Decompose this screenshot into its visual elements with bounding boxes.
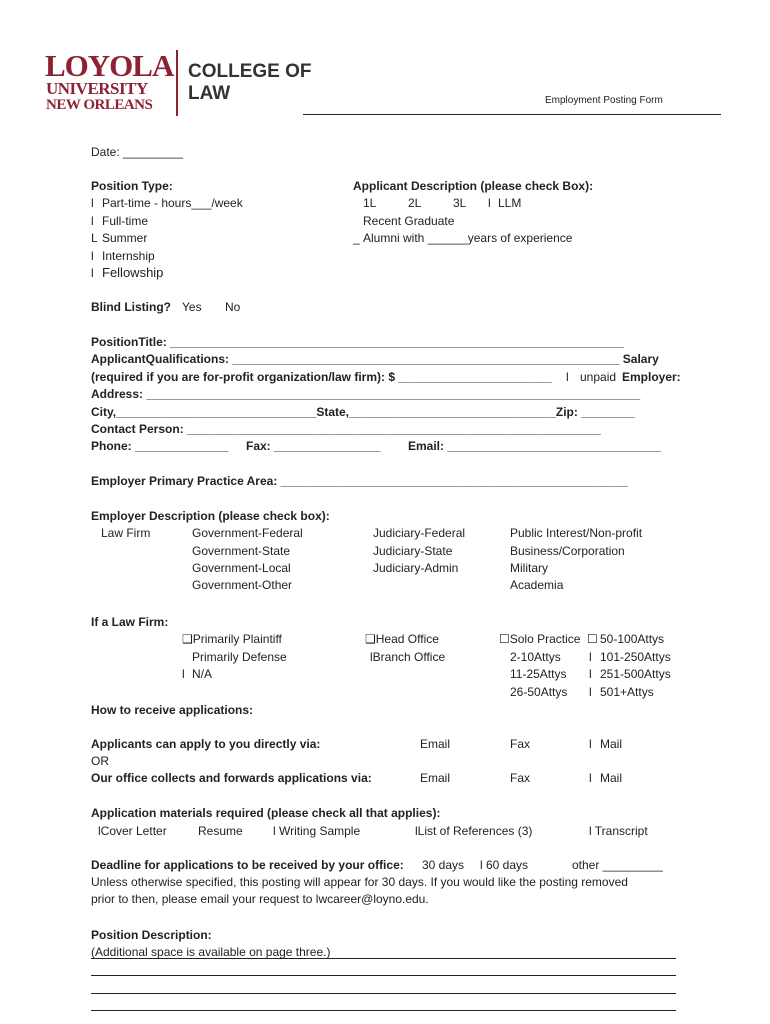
city-state-zip-field[interactable]: City,______________________________State,_______________________________Zip: ________ [91, 405, 635, 419]
checkbox-full-time[interactable]: l [91, 214, 94, 228]
option-1l[interactable]: 1L [363, 196, 377, 210]
deadline-label: Deadline for applications to be received by your office: [91, 858, 404, 872]
option-head-office[interactable]: ❑Head Office [365, 632, 439, 646]
position-type-heading: Position Type: [91, 179, 173, 193]
option-references[interactable]: lList of References (3) [415, 824, 533, 838]
option-law-firm[interactable]: Law Firm [101, 526, 151, 540]
applicant-description-heading: Applicant Description (please check Box): [353, 179, 594, 193]
description-line-1[interactable] [91, 958, 676, 959]
option-summer: Summer [102, 231, 148, 245]
option-fellowship: Fellowship [102, 265, 164, 280]
option-llm: LLM [498, 196, 522, 210]
option-recent-graduate[interactable]: Recent Graduate [363, 214, 455, 228]
employer-description-heading: Employer Description (please check box): [91, 509, 330, 523]
checkbox-part-time[interactable]: l [91, 196, 94, 210]
checkbox-unpaid[interactable]: l [566, 370, 569, 384]
option-501-plus-attys: 501+Attys [600, 685, 654, 699]
logo-law: LAW [188, 83, 231, 104]
option-101-250-attys: 101-250Attys [600, 650, 671, 664]
office-forwards-label: Our office collects and forwards applications via: [91, 771, 372, 785]
option-2l[interactable]: 2L [408, 196, 422, 210]
fax-field[interactable]: Fax: ________________ [246, 439, 381, 453]
option-transcript[interactable]: l Transcript [589, 824, 648, 838]
option-primarily-defense[interactable]: Primarily Defense [192, 650, 287, 664]
description-line-4[interactable] [91, 1010, 676, 1011]
option-full-time: Full-time [102, 214, 149, 228]
applicant-qualifications-field[interactable]: ApplicantQualifications: __________________________________________________________ Salary [91, 352, 659, 366]
position-description-heading: Position Description: [91, 928, 212, 942]
option-primarily-plaintiff[interactable]: ❑Primarily Plaintiff [182, 632, 282, 646]
option-government-local[interactable]: Government-Local [192, 561, 291, 575]
office-mail-checkbox[interactable]: l [589, 771, 592, 785]
office-fax-option[interactable]: Fax [510, 771, 531, 785]
option-business[interactable]: Business/Corporation [510, 544, 625, 558]
logo-university: UNIVERSITY [46, 79, 148, 98]
apply-directly-label: Applicants can apply to you directly via: [91, 737, 321, 751]
checkbox-internship[interactable]: l [91, 249, 94, 263]
option-judiciary-admin[interactable]: Judiciary-Admin [373, 561, 459, 575]
office-mail-option: Mail [600, 771, 623, 785]
email-field[interactable]: Email: ________________________________ [408, 439, 661, 453]
date-field[interactable]: Date: _________ [91, 145, 184, 159]
option-3l[interactable]: 3L [453, 196, 467, 210]
position-title-field[interactable]: PositionTitle: ____________________________________________________________________ [91, 335, 624, 349]
materials-heading: Application materials required (please check all that applies): [91, 806, 441, 820]
checkbox-101-250[interactable]: l [589, 650, 592, 664]
option-writing-sample[interactable]: l Writing Sample [273, 824, 361, 838]
option-public-interest[interactable]: Public Interest/Non-profit [510, 526, 643, 540]
option-50-100-attys: 50-100Attys [600, 632, 665, 646]
direct-mail-checkbox[interactable]: l [589, 737, 592, 751]
option-military[interactable]: Military [510, 561, 548, 575]
option-government-other[interactable]: Government-Other [192, 578, 293, 592]
option-judiciary-federal[interactable]: Judiciary-Federal [373, 526, 466, 540]
option-11-25-attys[interactable]: 11-25Attys [510, 667, 567, 681]
description-line-3[interactable] [91, 993, 676, 994]
option-solo-practice[interactable]: ☐Solo Practice [499, 632, 581, 646]
direct-mail-option: Mail [600, 737, 623, 751]
description-line-2[interactable] [91, 975, 676, 976]
logo-college-of: COLLEGE OF [188, 61, 312, 82]
checkbox-50-100[interactable]: ☐ [587, 632, 598, 646]
option-na: N/A [192, 667, 213, 681]
unpaid-label: unpaid [580, 370, 617, 384]
checkbox-summer[interactable]: L [91, 231, 98, 245]
checkbox-na[interactable]: l [182, 667, 185, 681]
direct-fax-option[interactable]: Fax [510, 737, 531, 751]
checkbox-fellowship[interactable]: l [91, 266, 94, 280]
salary-field[interactable]: (required if you are for-profit organization/law firm): $ _______________________ [91, 370, 552, 384]
blind-listing-yes[interactable]: Yes [182, 300, 202, 314]
law-firm-heading: If a Law Firm: [91, 615, 169, 629]
option-branch-office[interactable]: lBranch Office [370, 650, 446, 664]
option-251-500-attys: 251-500Attys [600, 667, 671, 681]
option-other-deadline[interactable]: other _________ [572, 858, 663, 872]
position-description-note: (Additional space is available on page three.) [91, 945, 331, 959]
option-internship: Internship [102, 249, 155, 263]
option-60-days[interactable]: l 60 days [480, 858, 529, 872]
option-alumni: Alumni with ______years of experience [363, 231, 573, 245]
posting-note-line2: prior to then, please email your request to lwcareer@loyno.edu. [91, 892, 429, 906]
blind-listing-label: Blind Listing? [91, 300, 171, 314]
option-30-days[interactable]: 30 days [422, 858, 465, 872]
option-judiciary-state[interactable]: Judiciary-State [373, 544, 453, 558]
receive-heading: How to receive applications: [91, 703, 254, 717]
phone-field[interactable]: Phone: ______________ [91, 439, 229, 453]
option-part-time: Part-time - hours___/week [102, 196, 243, 210]
logo-divider [176, 50, 178, 116]
checkbox-501-plus[interactable]: l [589, 685, 592, 699]
option-resume[interactable]: Resume [198, 824, 243, 838]
contact-person-field[interactable]: Contact Person: ______________________________________________________________ [91, 422, 601, 436]
practice-area-field[interactable]: Employer Primary Practice Area: ____________________________________________________ [91, 474, 628, 488]
employer-label: Employer: [622, 370, 681, 384]
option-academia[interactable]: Academia [510, 578, 564, 592]
option-government-state[interactable]: Government-State [192, 544, 291, 558]
blind-listing-no[interactable]: No [225, 300, 241, 314]
header-rule [303, 114, 721, 115]
option-cover-letter[interactable]: lCover Letter [98, 824, 167, 838]
office-email-option[interactable]: Email [420, 771, 451, 785]
option-26-50-attys[interactable]: 26-50Attys [510, 685, 568, 699]
checkbox-llm[interactable]: l [488, 196, 491, 210]
form-title: Employment Posting Form [545, 95, 663, 106]
checkbox-251-500[interactable]: l [589, 667, 592, 681]
logo-new-orleans: NEW ORLEANS [46, 97, 153, 113]
address-field[interactable]: Address: __________________________________________________________________________ [91, 387, 641, 401]
direct-email-option[interactable]: Email [420, 737, 451, 751]
or-label: OR [91, 754, 109, 768]
option-2-10-attys[interactable]: 2-10Attys [510, 650, 561, 664]
logo-loyola: LOYOLA [45, 48, 174, 83]
posting-note-line1: Unless otherwise specified, this posting will appear for 30 days. If you would like the posting removed [91, 875, 628, 889]
option-government-federal[interactable]: Government-Federal [192, 526, 303, 540]
checkbox-alumni[interactable]: _ [353, 231, 360, 245]
